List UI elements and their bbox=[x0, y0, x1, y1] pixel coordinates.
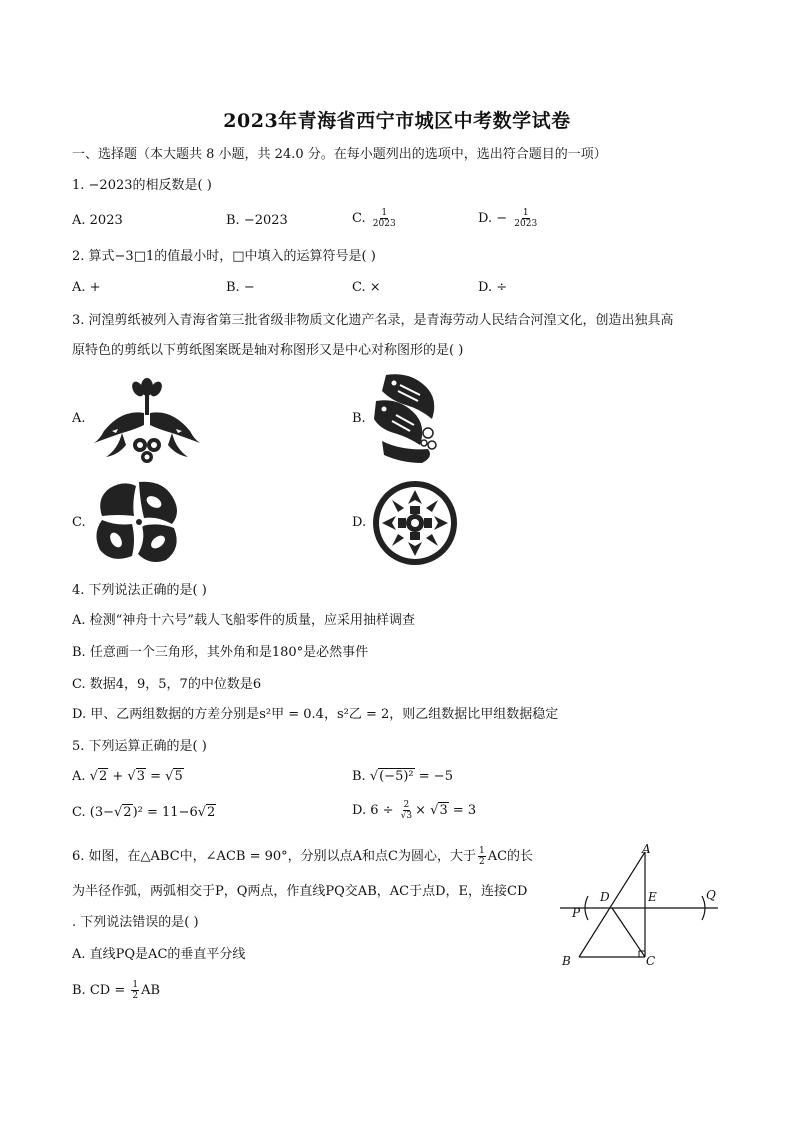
q3-option-a-label: A. bbox=[72, 411, 86, 426]
papercut-fish-lotus-image bbox=[92, 373, 202, 465]
q6-stem1-den: 2 bbox=[478, 857, 485, 867]
q1-d-num: 1 bbox=[522, 208, 529, 218]
q5-c-rad1: 2 bbox=[123, 805, 132, 820]
q5-c-rad2: 2 bbox=[207, 805, 216, 820]
q3-option-c-label: C. bbox=[72, 515, 86, 530]
q1-option-b: B. −2023 bbox=[226, 213, 288, 228]
q4-stem: 4. 下列说法正确的是( ) bbox=[72, 583, 207, 598]
fig-label-p: P bbox=[572, 906, 581, 920]
papercut-round-emblem-image bbox=[372, 480, 458, 566]
q3-stem-line2: 原特色的剪纸以下剪纸图案既是轴对称图形又是中心对称图形的是( ) bbox=[72, 343, 464, 358]
q1-option-d bbox=[478, 208, 540, 229]
q6-b-fraction bbox=[131, 980, 139, 1001]
q5-option-d: D. 6 ÷ $\frac{2}{√3}$ × √3 = 3 bbox=[352, 800, 477, 821]
q6-b-num: 1 bbox=[132, 980, 139, 990]
q5-d-mid: × bbox=[415, 803, 431, 818]
q6-stem-line1 bbox=[72, 846, 533, 867]
section-heading: 一、选择题（本大题共 8 小题，共 24.0 分。在每小题列出的选项中，选出符合题目的一项） bbox=[72, 147, 607, 162]
q6-stem1-a: 6. 如图，在△ABC中，∠ACB = 90°，分别以点A和点C为圆心，大于 bbox=[72, 849, 476, 864]
q2-option-d: D. ÷ bbox=[478, 280, 508, 295]
q5-c-prefix: C. (3− bbox=[72, 805, 114, 820]
q6-b-den: 2 bbox=[132, 991, 139, 1001]
fig-label-e: E bbox=[648, 890, 657, 904]
papercut-three-fold-image bbox=[92, 476, 186, 566]
q1-d-fraction bbox=[513, 208, 538, 229]
fig-label-c: C bbox=[646, 954, 656, 968]
q4-option-d: D. 甲、乙两组数据的方差分别是s²甲 = 0.4，s²乙 = 2，则乙组数据比甲组数据稳定 bbox=[72, 707, 559, 722]
q5-d-den: √3 bbox=[400, 811, 413, 821]
q5-a-equals: = bbox=[145, 769, 166, 784]
q5-option-a: A. √2 + √3 = √5 bbox=[72, 769, 183, 784]
fig-label-b: B bbox=[562, 954, 571, 968]
q6-stem1-fraction bbox=[478, 846, 486, 867]
q5-b-rad: (−5)² bbox=[379, 769, 414, 784]
q3-stem-line1: 3. 河湟剪纸被列入青海省第三批省级非物质文化遗产名录，是青海劳动人民结合河湟文化，创造出独具高 bbox=[72, 313, 674, 328]
q5-c-mid: )² = 11−6 bbox=[132, 805, 198, 820]
q1-stem: 1. −2023的相反数是( ) bbox=[72, 178, 212, 193]
papercut-fish-pair-image bbox=[372, 371, 440, 465]
q5-d-prefix: D. 6 ÷ bbox=[352, 803, 394, 818]
q6-b-tail: AB bbox=[141, 983, 161, 998]
q1-c-label: C. bbox=[352, 211, 366, 226]
fig-label-d: D bbox=[600, 890, 610, 904]
q5-a-label: A. bbox=[72, 769, 86, 784]
q5-option-c: C. (3−√2)² = 11−6√2 bbox=[72, 805, 216, 820]
q5-option-b: B. √(−5)² = −5 bbox=[352, 769, 453, 784]
q4-option-a: A. 检测“神舟十六号”载人飞船零件的质量，应采用抽样调查 bbox=[72, 613, 415, 628]
q5-a-plus: + bbox=[108, 769, 128, 784]
q6-stem-line3: . 下列说法错误的是( ) bbox=[72, 915, 199, 930]
q1-c-num: 1 bbox=[381, 208, 388, 218]
q4-option-c: C. 数据4，9，5，7的中位数是6 bbox=[72, 677, 262, 692]
q6-b-prefix: B. CD = bbox=[72, 983, 126, 998]
q5-a-rad2: 3 bbox=[136, 769, 145, 784]
q2-option-a: A. + bbox=[72, 280, 101, 295]
q2-option-c: C. × bbox=[352, 280, 381, 295]
fig-label-q: Q bbox=[706, 888, 716, 902]
q5-d-tail: = 3 bbox=[448, 803, 477, 818]
q1-c-fraction bbox=[372, 208, 397, 229]
q3-option-d-label: D. bbox=[352, 515, 367, 530]
fig-label-a: A bbox=[642, 842, 651, 856]
q6-stem1-b: AC的长 bbox=[487, 849, 534, 864]
q5-b-tail: = −5 bbox=[414, 769, 453, 784]
q5-stem: 5. 下列运算正确的是( ) bbox=[72, 739, 207, 754]
q6-triangle-figure bbox=[550, 838, 730, 978]
q1-option-a: A. 2023 bbox=[72, 213, 123, 228]
q1-d-label: D. − bbox=[478, 211, 508, 226]
q2-stem: 2. 算式−3□1的值最小时，□中填入的运算符号是( ) bbox=[72, 249, 376, 264]
q1-c-den: 2023 bbox=[372, 219, 396, 229]
q5-a-rad3: 5 bbox=[174, 769, 183, 784]
q5-b-label: B. bbox=[352, 769, 366, 784]
q5-d-num: 2 bbox=[403, 800, 410, 810]
q1-option-c bbox=[352, 208, 399, 229]
q6-option-b bbox=[72, 980, 160, 1001]
q6-option-a: A. 直线PQ是AC的垂直平分线 bbox=[72, 947, 246, 962]
q6-stem1-num: 1 bbox=[478, 846, 485, 856]
q5-d-fraction bbox=[400, 800, 413, 821]
q6-stem-line2: 为半径作弧，两弧相交于P，Q两点，作直线PQ交AB，AC于点D，E，连接CD bbox=[72, 884, 528, 899]
q1-d-den: 2023 bbox=[514, 219, 538, 229]
q2-option-b: B. − bbox=[226, 280, 255, 295]
q5-d-rad: 3 bbox=[439, 803, 448, 818]
q4-option-b: B. 任意画一个三角形，其外角和是180°是必然事件 bbox=[72, 645, 369, 660]
page-title: 2023年青海省西宁市城区中考数学试卷 bbox=[223, 110, 571, 132]
q3-option-b-label: B. bbox=[352, 411, 366, 426]
q5-a-rad1: 2 bbox=[98, 769, 108, 784]
